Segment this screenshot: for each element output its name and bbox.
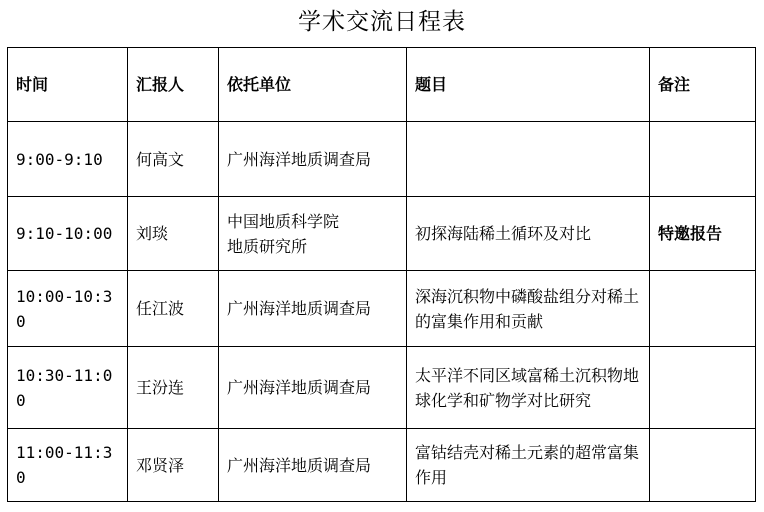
page-title: 学术交流日程表 bbox=[298, 9, 466, 35]
topic-cell bbox=[407, 122, 650, 197]
unit-line: 广州海洋地质调查局 bbox=[227, 455, 372, 475]
table-row bbox=[8, 347, 756, 429]
table-row bbox=[8, 271, 756, 347]
topic-cell: 初探海陆稀土循环及对比 bbox=[407, 197, 650, 271]
header-topic: 题目 bbox=[407, 48, 650, 122]
unit-line: 广州海洋地质调查局 bbox=[227, 299, 372, 318]
speaker-cell: 任江波 bbox=[128, 271, 219, 347]
unit-line: 中国地质科学院 bbox=[227, 211, 340, 231]
time-cell: 10:30-11:00 bbox=[8, 347, 128, 429]
header-unit: 依托单位 bbox=[219, 48, 407, 122]
time-cell: 9:10-10:00 bbox=[8, 197, 128, 271]
unit-line: 广州海洋地质调查局 bbox=[227, 149, 372, 169]
speaker-cell: 王汾连 bbox=[128, 347, 219, 429]
table-row bbox=[8, 197, 756, 271]
time-cell: 9:00-9:10 bbox=[8, 122, 128, 197]
remark-cell bbox=[650, 271, 756, 347]
header-remark: 备注 bbox=[650, 48, 756, 122]
remark-cell bbox=[650, 122, 756, 197]
topic-cell: 太平洋不同区域富稀土沉积物地球化学和矿物学对比研究 bbox=[407, 347, 650, 429]
topic-cell: 富钴结壳对稀土元素的超常富集作用 bbox=[407, 429, 650, 502]
unit-cell bbox=[219, 197, 407, 271]
unit-line: 地质研究所 bbox=[227, 236, 308, 256]
time-cell: 10:00-10:30 bbox=[8, 271, 128, 347]
header-time: 时间 bbox=[8, 48, 128, 122]
unit-cell bbox=[219, 347, 407, 429]
remark-cell bbox=[650, 347, 756, 429]
remark-cell bbox=[650, 429, 756, 502]
unit-cell bbox=[219, 429, 407, 502]
speaker-cell: 邓贤泽 bbox=[128, 429, 219, 502]
table-row bbox=[8, 429, 756, 502]
speaker-cell: 何高文 bbox=[128, 122, 219, 197]
table-row bbox=[8, 122, 756, 197]
header-speaker: 汇报人 bbox=[128, 48, 219, 122]
time-cell: 11:00-11:30 bbox=[8, 429, 128, 502]
speaker-cell: 刘琰 bbox=[128, 197, 219, 271]
remark-cell: 特邀报告 bbox=[650, 197, 756, 271]
unit-line: 广州海洋地质调查局 bbox=[227, 378, 372, 397]
unit-cell bbox=[219, 271, 407, 347]
schedule-table bbox=[7, 47, 756, 502]
table-header-row bbox=[8, 48, 756, 122]
unit-cell bbox=[219, 122, 407, 197]
topic-cell: 深海沉积物中磷酸盐组分对稀土的富集作用和贡献 bbox=[407, 271, 650, 347]
